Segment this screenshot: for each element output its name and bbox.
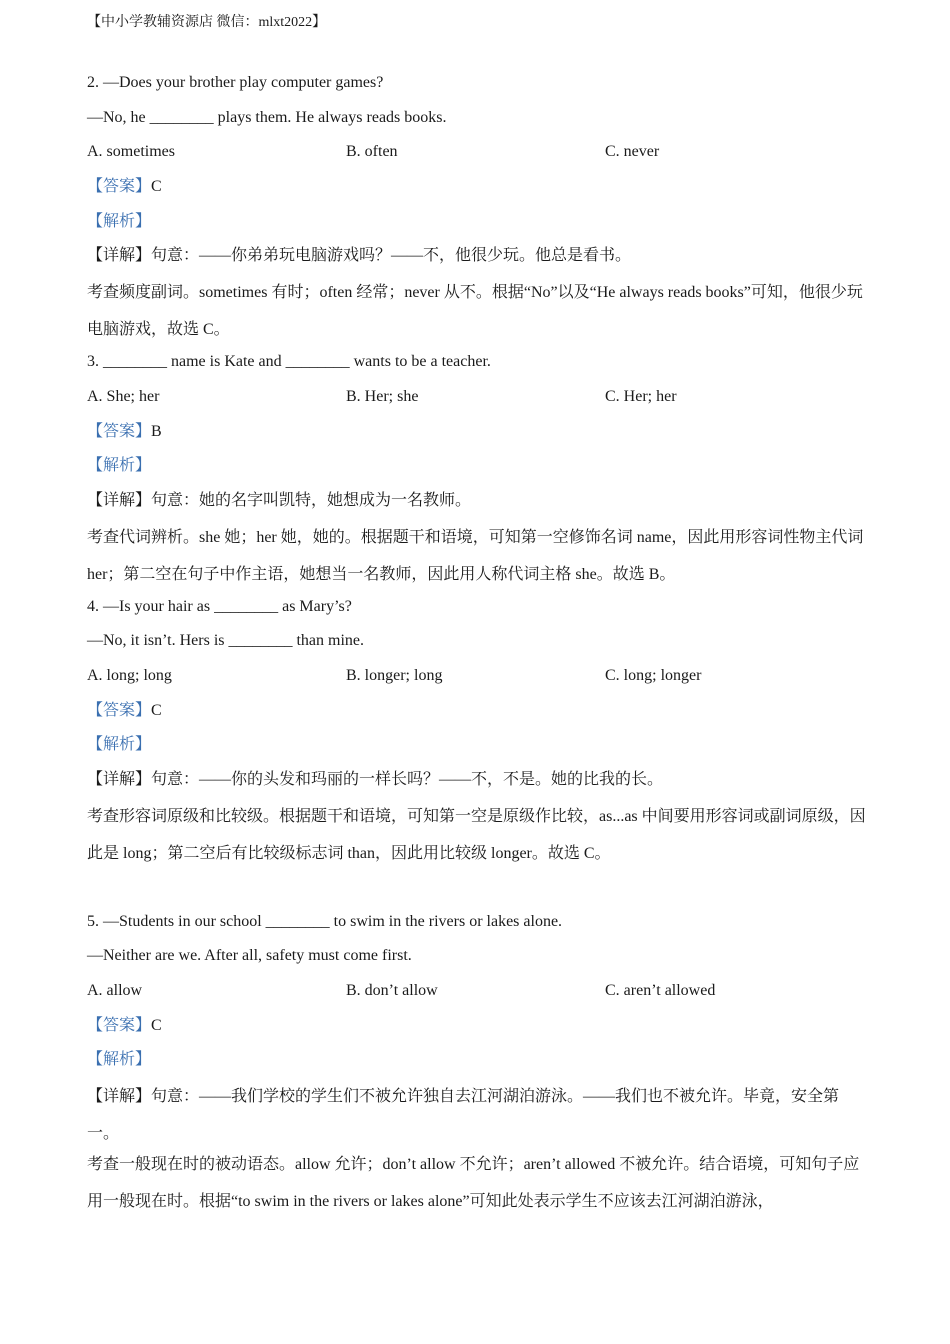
answer-line bbox=[87, 700, 867, 722]
answer-tag: 【答案】 bbox=[87, 178, 152, 196]
question-stem-line: —No, he ________ plays them. He always reads books. bbox=[87, 108, 447, 126]
detail-text: 句意：——我们学校的学生们不被允许独自去江河湖泊游泳。——我们也不被允许。毕竟，安全第一。 bbox=[87, 1088, 840, 1143]
options-row bbox=[87, 141, 867, 163]
option-c: C. never bbox=[605, 143, 660, 161]
detail-tag: 【详解】 bbox=[87, 247, 152, 265]
option-b: B. longer; long bbox=[346, 666, 443, 684]
explanation-text: 考查一般现在时的被动语态。allow 允许；don’t allow 不允许；aren’t allowed 不被允许。结合语境，可知句子应用一般现在时。根据“to swim in the rivers or lakes alone”可知此处表示学生不应该去江河湖泊游泳， bbox=[87, 1156, 860, 1211]
answer-value: C bbox=[151, 1016, 162, 1034]
question-stem-line: —Neither are we. After all, safety must come first. bbox=[87, 947, 412, 965]
option-c: C. long; longer bbox=[605, 666, 702, 684]
answer-tag: 【答案】 bbox=[87, 701, 152, 719]
question-3 bbox=[87, 351, 867, 592]
page-header: 【中小学教辅资源店 微信：mlxt2022】 bbox=[87, 15, 327, 30]
question-2 bbox=[87, 72, 867, 348]
detail-line bbox=[87, 490, 867, 512]
answer-tag: 【答案】 bbox=[87, 1016, 152, 1034]
question-stem-line: 5. —Students in our school ________ to swim in the rivers or lakes alone. bbox=[87, 912, 563, 930]
option-a: A. long; long bbox=[87, 666, 172, 684]
option-a: A. allow bbox=[87, 982, 143, 1000]
option-c: C. Her; her bbox=[605, 387, 677, 405]
analysis-line bbox=[87, 211, 867, 233]
question-4 bbox=[87, 596, 867, 872]
option-b: B. often bbox=[346, 143, 398, 161]
answer-value: B bbox=[151, 422, 162, 440]
detail-text: 句意：她的名字叫凯特，她想成为一名教师。 bbox=[151, 491, 472, 509]
question-stem-line: 3. ________ name is Kate and ________ wants to be a teacher. bbox=[87, 353, 491, 371]
options-row bbox=[87, 386, 867, 408]
detail-line bbox=[87, 769, 867, 791]
answer-line bbox=[87, 176, 867, 198]
analysis-tag: 【解析】 bbox=[87, 1051, 152, 1069]
analysis-tag: 【解析】 bbox=[87, 212, 152, 230]
detail-tag: 【详解】 bbox=[87, 1088, 152, 1106]
detail-line bbox=[87, 1078, 867, 1152]
options-row bbox=[87, 980, 867, 1002]
answer-value: C bbox=[151, 178, 162, 196]
analysis-line bbox=[87, 455, 867, 477]
question-5 bbox=[87, 911, 867, 1220]
analysis-tag: 【解析】 bbox=[87, 457, 152, 475]
document-body bbox=[87, 72, 867, 1220]
answer-tag: 【答案】 bbox=[87, 422, 152, 440]
option-b: B. Her; she bbox=[346, 387, 419, 405]
detail-line bbox=[87, 245, 867, 267]
option-a: A. sometimes bbox=[87, 143, 175, 161]
section-spacer bbox=[87, 875, 867, 911]
explanation-text: 考查频度副词。sometimes 有时；often 经常；never 从不。根据“No”以及“He always reads books”可知，他很少玩电脑游戏，故选 C。 bbox=[87, 284, 863, 339]
analysis-line bbox=[87, 734, 867, 756]
answer-value: C bbox=[151, 701, 162, 719]
detail-tag: 【详解】 bbox=[87, 771, 152, 788]
explanation-text: 考查代词辨析。she 她；her 她，她的。根据题干和语境，可知第一空修饰名词 name，因此用形容词性物主代词 her；第二空在句子中作主语，她想当一名教师，因此用人称代词主格 she。故选 B。 bbox=[87, 528, 864, 583]
option-a: A. She; her bbox=[87, 387, 160, 405]
question-stem-line: 4. —Is your hair as ________ as Mary’s? bbox=[87, 597, 352, 615]
answer-line bbox=[87, 1015, 867, 1037]
detail-text: 句意：——你的头发和玛丽的一样长吗？——不，不是。她的比我的长。 bbox=[151, 771, 664, 788]
detail-text: 句意：——你弟弟玩电脑游戏吗？——不，他很少玩。他总是看书。 bbox=[151, 247, 632, 265]
answer-line bbox=[87, 421, 867, 443]
option-c: C. aren’t allowed bbox=[605, 982, 716, 1000]
detail-tag: 【详解】 bbox=[87, 491, 152, 509]
options-row bbox=[87, 665, 867, 687]
question-stem-line: —No, it isn’t. Hers is ________ than mine. bbox=[87, 632, 365, 650]
analysis-tag: 【解析】 bbox=[87, 736, 152, 754]
question-stem-line: 2. —Does your brother play computer games? bbox=[87, 74, 384, 91]
analysis-line bbox=[87, 1049, 867, 1071]
option-b: B. don’t allow bbox=[346, 982, 438, 1000]
explanation-text: 考查形容词原级和比较级。根据题干和语境，可知第一空是原级作比较，as...as 中间要用形容词或副词原级，因此是 long；第二空后有比较级标志词 than，因此用比较级 longer。故选 C。 bbox=[87, 807, 866, 862]
